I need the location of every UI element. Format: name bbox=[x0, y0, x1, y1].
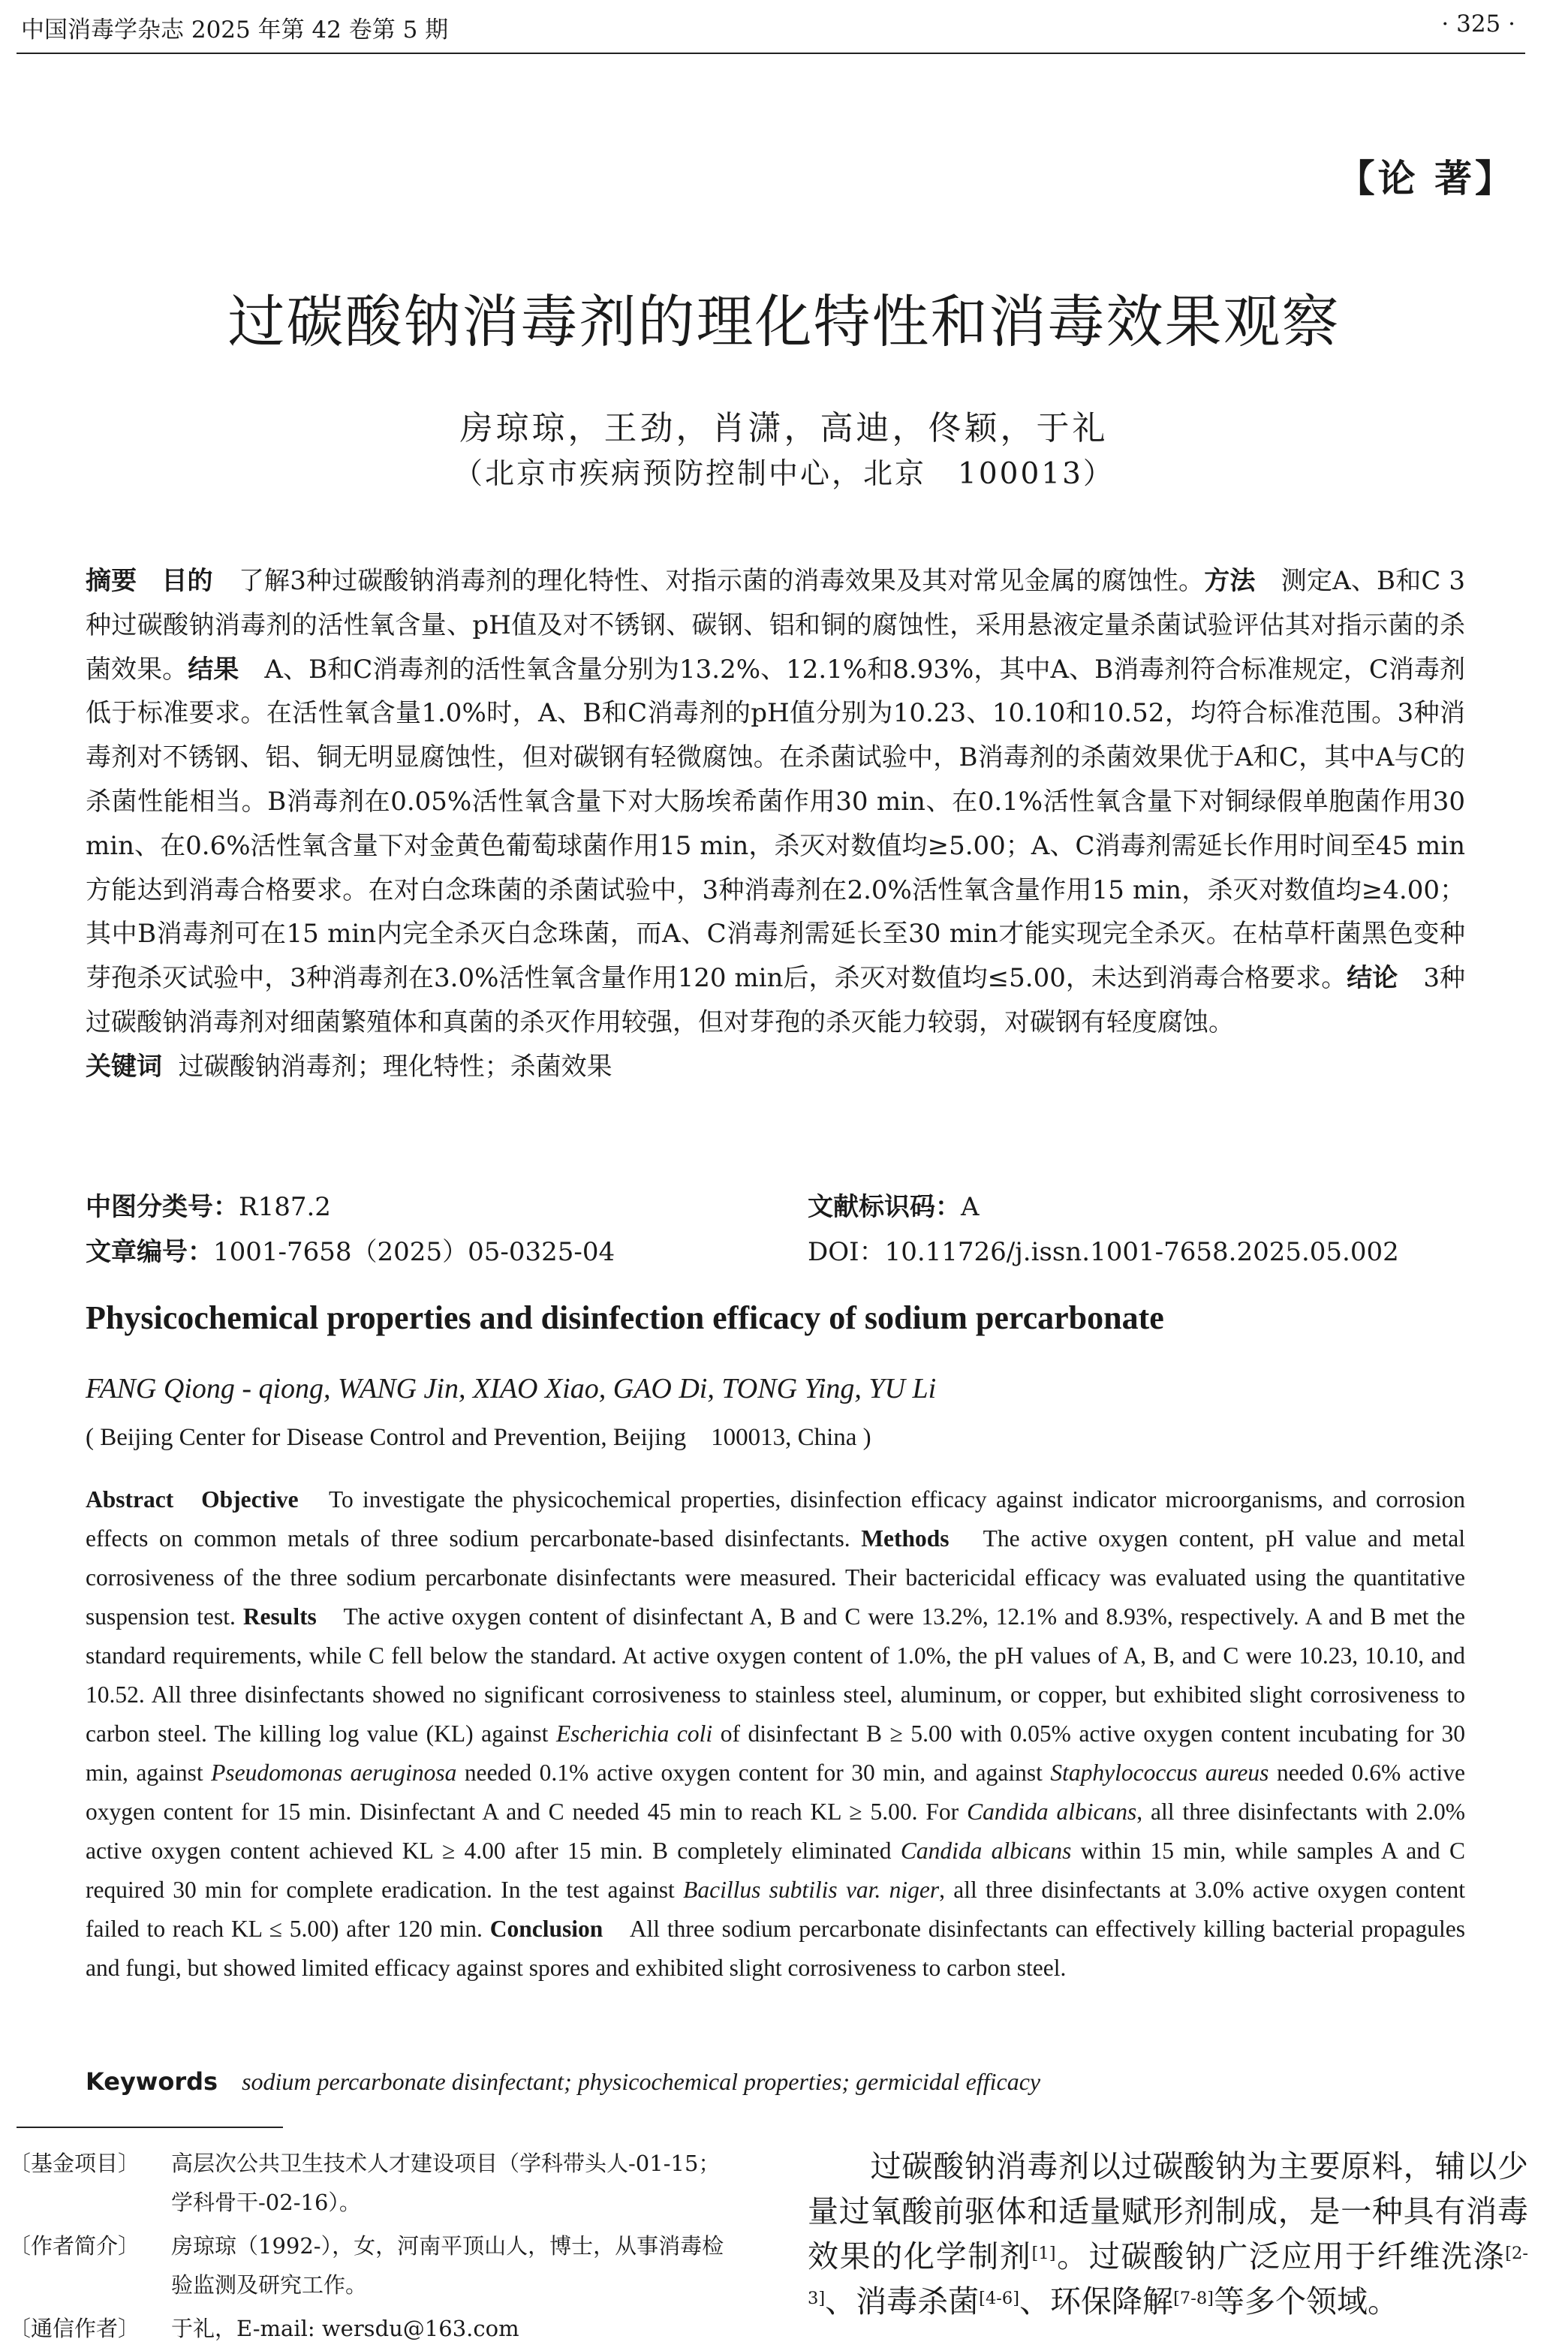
species-saureus: Staphylococcus aureus bbox=[1050, 1759, 1269, 1786]
clc-label: 中图分类号： bbox=[86, 1192, 239, 1222]
abstract-en-conclusion: All three sodium percarbonate disinfectants can effectively killing bacterial propagules and fungi, but showed limited efficacy against spores and exhibited slight corrosiveness to carbon steel. bbox=[86, 1916, 1465, 1981]
article-title-en: Physicochemical properties and disinfection efficacy of sodium percarbonate bbox=[86, 1299, 1164, 1336]
section-label: 【论 著】 bbox=[1337, 157, 1515, 200]
body-text-3: 、消毒杀菌 bbox=[825, 2283, 980, 2319]
abstract-cn-label: 摘要 bbox=[86, 566, 137, 596]
document-code bbox=[808, 1186, 980, 1223]
abstract-en-results-2: of disinfectant B ≥ 5.00 with 0.05% active oxygen content incubating for 30 min, against bbox=[86, 1720, 1465, 1786]
article-title-cn: 过碳酸钠消毒剂的理化特性和消毒效果观察 bbox=[227, 288, 1341, 355]
article-no-value: 1001-7658（2025）05-0325-04 bbox=[213, 1237, 615, 1267]
ref-1[interactable]: [1] bbox=[1031, 2244, 1056, 2263]
abstract-en-results-4: needed 0.6% active oxygen content for 15 min. Disinfectant A and C needed 45 min to reach KL ≥ 5.00. For bbox=[86, 1759, 1465, 1825]
affiliation-en: ( Beijing Center for Disease Control and Prevention, Beijing 100013, China ) bbox=[86, 1424, 871, 1451]
footnote-rule bbox=[17, 2127, 283, 2128]
abstract-cn-results: A、B和C消毒剂的活性氧含量分别为13.2%、12.1%和8.93%，其中A、B消毒剂符合标准规定，C消毒剂低于标准要求。在活性氧含量1.0%时，A、B和C消毒剂的pH值分别为10.23、10.10和10.52，均符合标准范围。3种消毒剂对不锈钢、铝、铜无明显腐蚀性，但对碳钢有轻微腐蚀。在杀菌试验中，B消毒剂的杀菌效果优于A和C，其中A与C的杀菌性能相当。B消毒剂在0.05%活性氧含量下对大肠埃希菌作用30 min、在0.1%活性氧含量下对铜绿假单胞菌作用30 min、在0.6%活性氧含量下对金黄色葡萄球菌作用15 min，杀灭对数值均≥5.00；A、C消毒剂需延长作用时间至45 min方能达到消毒合格要求。在对白念珠菌的杀菌试验中，3种消毒剂在2.0%活性氧含量作用15 min，杀灭对数值均≥4.00；其中B消毒剂可在15 min内完全杀灭白念珠菌，而A、C消毒剂需延长至30 min才能实现完全杀灭。在枯草杆菌黑色变种芽孢杀灭试验中，3种消毒剂在3.0%活性氧含量作用120 min后，杀灭对数值均≤5.00，未达到消毒合格要求。 bbox=[86, 654, 1466, 994]
abstract-cn-methods: 测定A、B和C 3种过碳酸钠消毒剂的活性氧含量、pH值及对不锈钢、碳钢、铝和铜的腐蚀性，采用悬液定量杀菌试验评估其对指示菌的杀菌效果。 bbox=[86, 566, 1466, 685]
body-paragraph bbox=[808, 2144, 1528, 2324]
abstract-cn-methods-label: 方法 bbox=[1204, 566, 1256, 596]
article-no-label: 文章编号： bbox=[86, 1237, 213, 1267]
affiliation-cn: （北京市疾病预防控制中心，北京 100013） bbox=[453, 457, 1115, 491]
abstract-en-results-7: , all three disinfectants at 3.0% active oxygen content failed to reach KL ≤ 5.00) after 120 min. bbox=[86, 1877, 1465, 1942]
abstract-cn-conclusion: 3种过碳酸钠消毒剂对细菌繁殖体和真菌的杀灭作用较强，但对芽孢的杀灭能力较弱，对碳钢有轻度腐蚀。 bbox=[86, 963, 1465, 1037]
body-text-5: 等多个领域。 bbox=[1213, 2283, 1398, 2319]
abstract-cn-results-label: 结果 bbox=[188, 654, 239, 685]
ref-3[interactable]: [4-6] bbox=[979, 2289, 1020, 2308]
author-info-text: 房琼琼（1992-），女，河南平顶山人，博士，从事消毒检验监测及研究工作。 bbox=[171, 2233, 724, 2298]
keywords-cn-label: 关键词 bbox=[86, 1051, 162, 1082]
abstract-en-results-6: within 15 min, while samples A and C required 30 min for complete eradication. In the test against bbox=[86, 1838, 1465, 1903]
clc-number bbox=[86, 1186, 331, 1223]
abstract-en-results-3: needed 0.1% active oxygen content for 30 min, and against bbox=[456, 1759, 1051, 1786]
header-rule bbox=[17, 53, 1525, 54]
doc-code-label: 文献标识码： bbox=[808, 1192, 961, 1222]
abstract-en bbox=[86, 1480, 1465, 1988]
species-calbicans-2: Candida albicans bbox=[900, 1838, 1072, 1864]
keywords-en-text: sodium percarbonate disinfectant; physicochemical properties; germicidal efficacy bbox=[242, 2068, 1041, 2095]
keywords-en bbox=[86, 2067, 1040, 2096]
authors-en: FANG Qiong - qiong, WANG Jin, XIAO Xiao, GAO Di, TONG Ying, YU Li bbox=[86, 1373, 937, 1404]
body-text-4: 、环保降解 bbox=[1019, 2283, 1174, 2319]
species-paeruginosa: Pseudomonas aeruginosa bbox=[211, 1759, 457, 1786]
correspondence-text: 于礼，E-mail: wersdu@163.com bbox=[171, 2316, 519, 2341]
doi-label: DOI： bbox=[808, 1237, 885, 1267]
abstract-en-results-label: Results bbox=[242, 1603, 317, 1630]
ref-4[interactable]: [7-8] bbox=[1173, 2289, 1214, 2308]
abstract-en-label: Abstract bbox=[86, 1486, 174, 1513]
abstract-en-objective-label: Objective bbox=[201, 1486, 299, 1513]
body-text-1: 过碳酸钠消毒剂以过碳酸钠为主要原料，辅以少量过氧酸前驱体和适量赋形剂制成，是一种具有消毒效果的化学制剂 bbox=[808, 2148, 1528, 2274]
doc-code-value: A bbox=[961, 1192, 980, 1222]
species-ecoli: Escherichia coli bbox=[555, 1720, 713, 1747]
doi-value: 10.11726/j.issn.1001-7658.2025.05.002 bbox=[884, 1237, 1399, 1267]
abstract-en-conclusion-label: Conclusion bbox=[489, 1916, 603, 1942]
abstract-cn bbox=[86, 559, 1465, 1089]
abstract-en-results-5: , all three disinfectants with 2.0% active oxygen content achieved KL ≥ 4.00 after 15 min. B completely eliminated bbox=[86, 1799, 1466, 1864]
page-number: · 325 · bbox=[1441, 11, 1515, 38]
author-info-label: 〔作者简介〕 bbox=[9, 2233, 140, 2259]
journal-header: 中国消毒学杂志 2025 年第 42 卷第 5 期 bbox=[21, 17, 449, 44]
doi bbox=[808, 1231, 1399, 1268]
keywords-en-label: Keywords bbox=[86, 2067, 218, 2096]
article-number bbox=[86, 1231, 615, 1268]
abstract-cn-conclusion-label: 结论 bbox=[1347, 963, 1398, 994]
abstract-en-objective: To investigate the physicochemical properties, disinfection efficacy against indicator microorganisms, and corrosion effects on common metals of three sodium percarbonate-based disinfectants. bbox=[86, 1486, 1465, 1552]
abstract-en-methods-label: Methods bbox=[861, 1525, 950, 1552]
authors-cn: 房琼琼，王劲，肖潇，高迪，佟颖，于礼 bbox=[459, 409, 1109, 447]
species-calbicans: Candida albicans bbox=[967, 1799, 1137, 1825]
species-bsubtilis: Bacillus subtilis var. niger bbox=[683, 1877, 940, 1903]
abstract-en-results-1: The active oxygen content of disinfectant A, B and C were 13.2%, 12.1% and 8.93%, respectively. A and B met the standard requirements, while C fell below the standard. At active oxygen content of 1.0%, the pH values of A, B, and C were 10.23, 10.10, and 10.52. All three disinfectants showed no significant corrosiveness to stainless steel, aluminum, or copper, but exhibited slight corrosiveness to carbon steel. The killing log value (KL) against bbox=[86, 1603, 1465, 1747]
keywords-cn-text: 过碳酸钠消毒剂；理化特性；杀菌效果 bbox=[178, 1051, 612, 1082]
abstract-en-methods: The active oxygen content, pH value and metal corrosiveness of the three sodium percarbonate disinfectants were measured. Their bactericidal efficacy was evaluated using the quantitative suspension test. bbox=[86, 1525, 1465, 1630]
fund-label: 〔基金项目〕 bbox=[9, 2151, 140, 2176]
correspondence-label: 〔通信作者〕 bbox=[9, 2316, 140, 2341]
ref-2[interactable]: [2-3] bbox=[808, 2244, 1529, 2308]
abstract-cn-objective-label: 目的 bbox=[161, 566, 213, 596]
clc-value: R187.2 bbox=[239, 1192, 331, 1222]
keywords-cn bbox=[86, 1045, 1465, 1089]
fund-text: 高层次公共卫生技术人才建设项目（学科带头人-01-15；学科骨干-02-16）。 bbox=[171, 2151, 721, 2215]
body-text-2: 。过碳酸钠广泛应用于纤维洗涤 bbox=[1055, 2238, 1506, 2274]
abstract-cn-objective: 了解3种过碳酸钠消毒剂的理化特性、对指示菌的消毒效果及其对常见金属的腐蚀性。 bbox=[212, 566, 1205, 596]
